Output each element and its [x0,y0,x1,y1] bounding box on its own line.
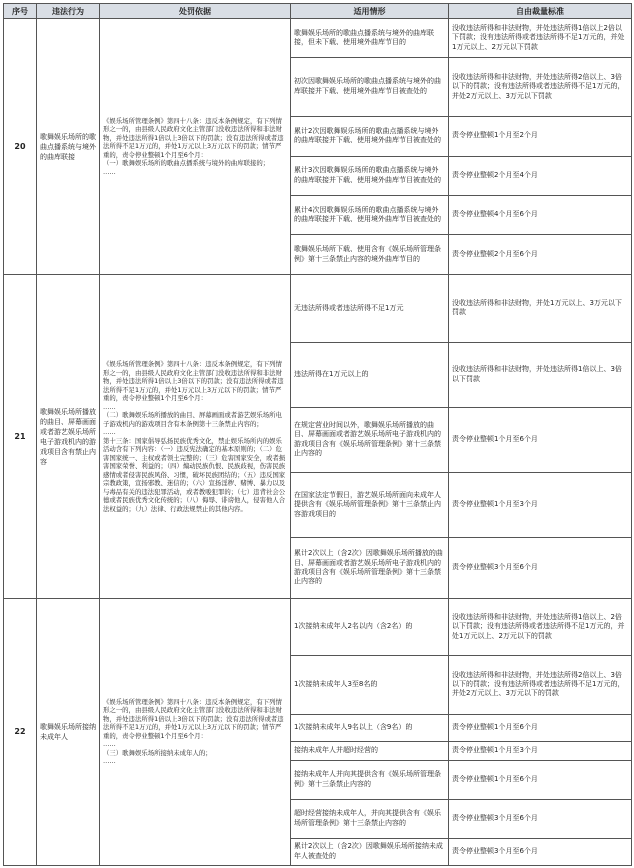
basis-paragraph: …… [103,428,116,437]
table-row [4,275,632,342]
basis-paragraph: …… [103,740,116,749]
violation-behavior: 歌舞娱乐场所的歌曲点播系统与境外的曲库联接 [37,19,100,275]
discretion-standard: 没收违法所得和非法财物，并处1万元以上、3万元以下罚款 [449,275,632,342]
applicable-situation: 在规定营业时间以外，歌舞娱乐场所播放的曲目、屏幕画面或者游艺娱乐场所电子游戏机内的游戏项目含有《娱乐场所管理条例》第十三条禁止内容的 [291,407,449,472]
penalty-basis [100,598,291,865]
applicable-situation: 累计2次以上（含2次）因歌舞娱乐场所接纳未成年人被查处的 [291,838,449,865]
row-number: 21 [4,275,37,599]
violation-behavior: 歌舞娱乐场所接纳未成年人 [37,598,100,865]
applicable-situation: 累计2次因歌舞娱乐场所的歌曲点播系统与境外的曲库联接并下载、使用境外曲库节目被查处的 [291,116,449,156]
header-standard: 自由裁量标准 [449,4,632,19]
applicable-situation: 累计2次以上（含2次）因歌舞娱乐场所播放的曲目、屏幕画面或者游艺娱乐场所电子游戏机内的游戏项目含有《娱乐场所管理条例》第十三条禁止内容的 [291,538,449,599]
discretion-standard: 没收违法所得和非法财物，并处违法所得2倍以上、3倍以下的罚款；没有违法所得或者违法所得不足1万元的，并处2万元以上、3万元以下罚款 [449,57,632,116]
discretion-standard: 没收违法所得和非法财物，并处违法所得1倍以上、3倍以下罚款 [449,342,632,407]
applicable-situation: 接纳未成年人并向其提供含有《娱乐场所管理条例》第十三条禁止内容的 [291,760,449,799]
applicable-situation: 初次因歌舞娱乐场所的歌曲点播系统与境外的曲库联接并下载、使用境外曲库节目被查处的 [291,57,449,116]
applicable-situation: 歌舞娱乐场所下载、使用含有《娱乐场所管理条例》第十三条禁止内容的境外曲库节目的 [291,235,449,275]
basis-paragraph: …… [103,757,116,766]
penalty-basis [100,19,291,275]
discretion-standard: 责令停业整顿1个月至3个月 [449,472,632,537]
header-situation: 适用情形 [291,4,449,19]
basis-paragraph: …… [103,402,116,411]
basis-paragraph: …… [103,167,116,176]
applicable-situation: 累计3次因歌舞娱乐场所的歌曲点播系统与境外的曲库联接并下载、使用境外曲库节目被查处的 [291,156,449,195]
header-behavior: 违法行为 [37,4,100,19]
discretion-standard: 没收违法所得和非法财物，并处违法所得1倍以上2倍以下罚款；没有违法所得或者违法所得不足1万元的，并处1万元以上、2万元以下罚款 [449,19,632,58]
applicable-situation: 超时经营接纳未成年人，并向其提供含有《娱乐场所管理条例》第十三条禁止内容的 [291,799,449,838]
basis-paragraph: （二）歌舞娱乐场所播放的曲目、屏幕画面或者游艺娱乐场所电子游戏机内的游戏项目含有本条例第十三条禁止内容的； [103,411,282,428]
basis-paragraph: 《娱乐场所管理条例》第四十八条：违反本条例规定，有下列情形之一的，由县级人民政府文化主管部门没收违法所得和非法财物，并处违法所得1倍以上3倍以下的罚款；没有违法所得或者违法所得不足1万元的，并处1万元以上3万元以下的罚款；情节严重的，责令停业整顿1个月至6个月： [103,360,284,403]
header-basis: 处罚依据 [100,4,291,19]
applicable-situation: 累计4次因歌舞娱乐场所的歌曲点播系统与境外的曲库联接并下载、使用境外曲库节目被查处的 [291,195,449,235]
basis-paragraph: 《娱乐场所管理条例》第四十八条：违反本条例规定，有下列情形之一的，由县级人民政府文化主管部门没收违法所得和非法财物，并处违法所得1倍以上3倍以下的罚款；没有违法所得或者违法所得不足1万元的，并处1万元以上3万元以下的罚款；情节严重的，责令停业整顿1个月至6个月： [103,697,284,740]
applicable-situation: 1次接纳未成年人2名以内（含2名）的 [291,598,449,655]
discretion-standard: 责令停业整顿1个月至6个月 [449,760,632,799]
header-no: 序号 [4,4,37,19]
discretion-standard: 责令停业整顿1个月至3个月 [449,741,632,760]
applicable-situation: 无违法所得或者违法所得不足1万元 [291,275,449,342]
penalty-basis [100,275,291,599]
discretion-standard: 没收违法所得和非法财物，并处违法所得2倍以上、3倍以下的罚款；没有违法所得或者违法所得不足1万元的，并处2万元以上、3万元以下的罚款 [449,655,632,714]
applicable-situation: 在国家法定节假日，游艺娱乐场所面向未成年人提供含有《娱乐场所管理条例》第十三条禁止内容游戏项目的 [291,472,449,537]
applicable-situation: 违法所得在1万元以上的 [291,342,449,407]
row-number: 22 [4,598,37,865]
applicable-situation: 1次接纳未成年人9名以上（含9名）的 [291,714,449,741]
applicable-situation: 歌舞娱乐场所的歌曲点播系统与境外的曲库联接，但未下载、使用境外曲库节目的 [291,19,449,58]
violation-behavior: 歌舞娱乐场所播放的曲目、屏幕画面或者游艺娱乐场所电子游戏机内的游戏项目含有禁止内容 [37,275,100,599]
header-row [4,4,632,19]
discretion-standard: 责令停业整顿3个月至6个月 [449,799,632,838]
discretion-standard: 责令停业整顿2个月至4个月 [449,156,632,195]
discretion-standard: 责令停业整顿1个月至6个月 [449,714,632,741]
applicable-situation: 接纳未成年人并超时经营的 [291,741,449,760]
discretion-standard: 责令停业整顿3个月至6个月 [449,538,632,599]
discretion-standard: 没收违法所得和非法财物，并处违法所得1倍以上、2倍以下罚款；没有违法所得或者违法所得不足1万元的，并处1万元以上、2万元以下的罚款 [449,598,632,655]
table-row [4,598,632,655]
discretion-standard: 责令停业整顿2个月至6个月 [449,235,632,275]
basis-paragraph: 《娱乐场所管理条例》第四十八条：违反本条例规定，有下列情形之一的，由县级人民政府文化主管部门没收违法所得和非法财物，并处违法所得1倍以上3倍以下的罚款；没有违法所得或者违法所得不足1万元的，并处1万元以上3万元以下的罚款；情节严重的，责令停业整顿1个月至6个月： [103,116,284,159]
discretion-table [3,3,632,866]
discretion-standard: 责令停业整顿4个月至6个月 [449,195,632,235]
discretion-standard: 责令停业整顿1个月至2个月 [449,116,632,156]
row-number: 20 [4,19,37,275]
applicable-situation: 1次接纳未成年人3至8名的 [291,655,449,714]
discretion-standard: 责令停业整顿1个月至6个月 [449,407,632,472]
basis-paragraph: （一）歌舞娱乐场所的歌曲点播系统与境外的曲库联接的； [103,159,270,168]
basis-paragraph: 第十三条：国家倡导弘扬民族优秀文化，禁止娱乐场所内的娱乐活动含有下列内容：（一）违反宪法确定的基本原则的；（二）危害国家统一、主权或者领土完整的；（三）危害国家安全，或者损害国家荣誉、利益的；（四）煽动民族仇恨、民族歧视，伤害民族感情或者侵害民族风俗、习惯，破坏民族团结的；（五）违反国家宗教政策，宣扬邪教、迷信的；（六）宣扬淫秽、赌博、暴力以及与毒品有关的违法犯罪活动，或者教唆犯罪的；（七）违背社会公德或者民族优秀文化传统的；（八）侮辱、诽谤他人，侵害他人合法权益的；（九）法律、行政法规禁止的其他内容。 [103,436,286,513]
basis-paragraph: （三）歌舞娱乐场所接纳未成年人的； [103,748,212,757]
discretion-standard: 责令停业整顿3个月至6个月 [449,838,632,865]
table-row [4,19,632,58]
